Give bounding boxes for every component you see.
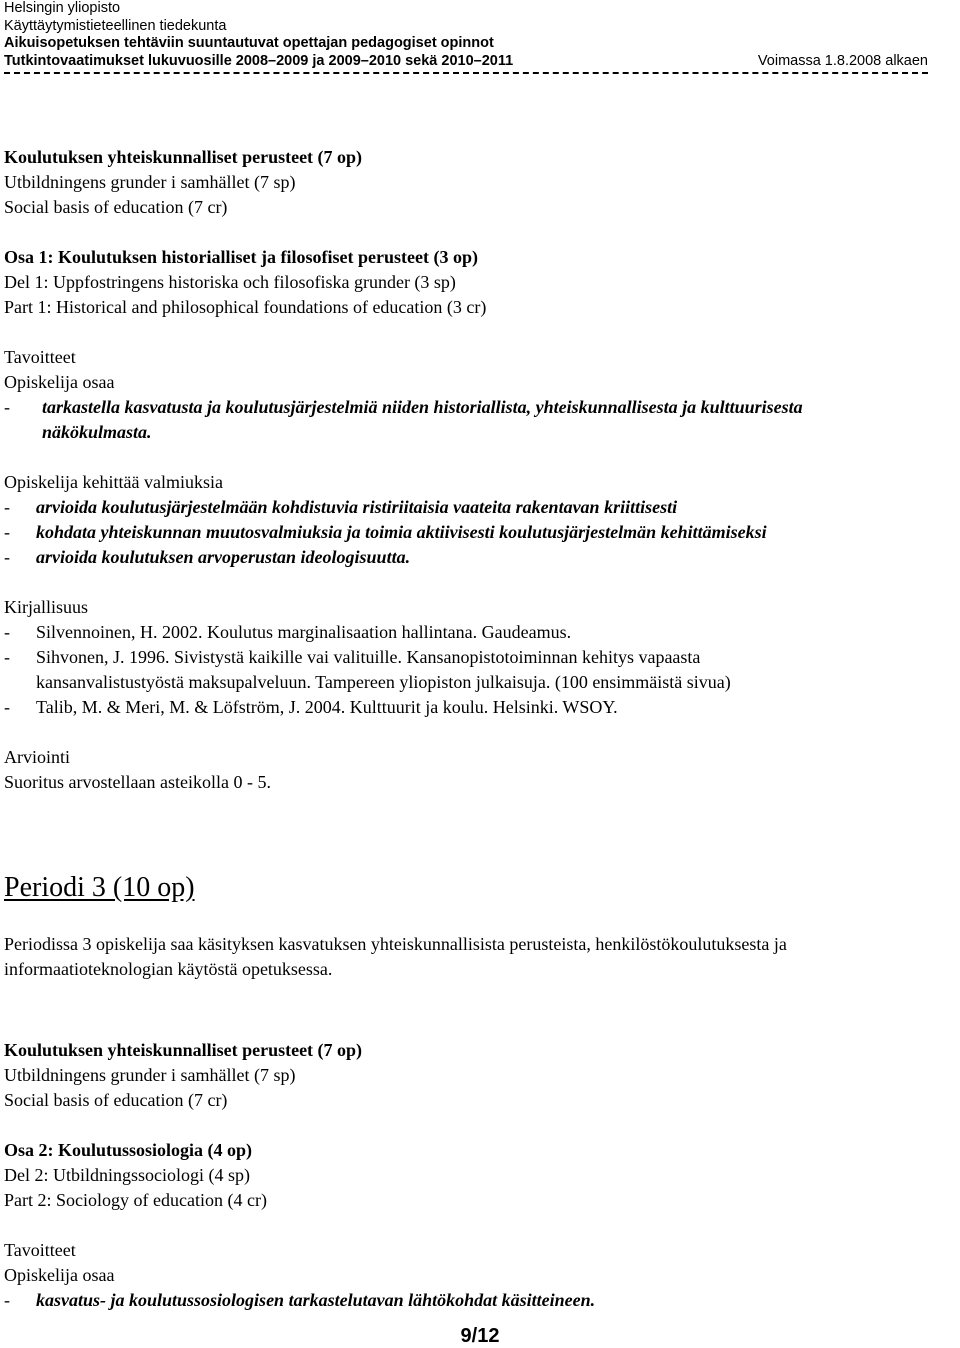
validity-date: Voimassa 1.8.2008 alkaen [757, 52, 928, 69]
learns-item: - kasvatus- ja koulutussosiologisen tarkastelutavan lähtökohdat käsitteineen. [4, 1290, 596, 1310]
course2-goals [4, 1238, 595, 1313]
course1-literature [4, 595, 731, 720]
goals-heading: Tavoitteet [4, 1240, 76, 1260]
period-description [4, 932, 787, 982]
period-title: Periodi 3 (10 op) [4, 872, 195, 903]
learns-item: - tarkastella kasvatusta ja koulutusjärjestelmiä niiden historiallista, yhteiskunnallisesta ja kulttuurisesta [4, 397, 803, 417]
course2-title-en: Social basis of education (7 cr) [4, 1090, 228, 1110]
course1-skills [4, 470, 767, 570]
literature-item: - Silvennoinen, H. 2002. Koulutus marginalisaation hallintana. Gaudeamus. [4, 622, 572, 642]
course2-title-fi: Koulutuksen yhteiskunnalliset perusteet (7 op) [4, 1040, 363, 1060]
course1-title-fi: Koulutuksen yhteiskunnalliset perusteet (7 op) [4, 147, 363, 167]
period-desc-line: Periodissa 3 opiskelija saa käsityksen kasvatuksen yhteiskunnallisista perusteista, henkilöstökoulutuksesta ja [4, 934, 787, 954]
course1-section [4, 145, 362, 220]
skills-item: - kohdata yhteiskunnan muutosvalmiuksia ja toimia aktiivisesti koulutusjärjestelmän kehittämiseksi [4, 522, 767, 542]
course2-title-sv: Utbildningens grunder i samhället (7 sp) [4, 1065, 296, 1085]
page-header [4, 0, 956, 70]
literature-item: - Sihvonen, J. 1996. Sivistystä kaikille vai valituille. Kansanopistotoiminnan kehitys vapaasta [4, 647, 701, 667]
programme-name: Aikuisopetuksen tehtäviin suuntautuvat opettajan pedagogiset opinnot [4, 35, 494, 51]
course2-part-sv: Del 2: Utbildningssociologi (4 sp) [4, 1165, 250, 1185]
skills-heading: Opiskelija kehittää valmiuksia [4, 472, 223, 492]
page-number: 9/12 [460, 1325, 500, 1347]
learns-item-continued: näkökulmasta. [42, 422, 152, 442]
course1-part-sv: Del 1: Uppfostringens historiska och filosofiska grunder (3 sp) [4, 272, 456, 292]
course1-part-en: Part 1: Historical and philosophical foundations of education (3 cr) [4, 297, 487, 317]
faculty-name: Käyttäytymistieteellinen tiedekunta [4, 17, 227, 34]
literature-heading: Kirjallisuus [4, 597, 88, 617]
period-desc-line: informaatioteknologian käytöstä opetuksessa. [4, 959, 333, 979]
literature-item-continued: kansanvalistustyöstä maksupalveluun. Tampereen yliopiston julkaisuja. (100 ensimmäistä sivua) [36, 672, 731, 692]
course2-section [4, 1038, 362, 1113]
course1-title-sv: Utbildningens grunder i samhället (7 sp) [4, 172, 296, 192]
skills-item: - arvioida koulutuksen arvoperustan ideologisuutta. [4, 547, 411, 567]
assessment-heading: Arviointi [4, 747, 70, 767]
skills-item: - arvioida koulutusjärjestelmään kohdistuvia ristiriitaisia vaateita rakentavan kriittisesti [4, 497, 678, 517]
course1-assessment [4, 745, 271, 795]
course2-part [4, 1138, 267, 1213]
course1-part [4, 245, 486, 320]
header-divider [4, 72, 928, 74]
goals-heading: Tavoitteet [4, 347, 76, 367]
course1-title-en: Social basis of education (7 cr) [4, 197, 228, 217]
course1-goals [4, 345, 803, 445]
header-requirements-row [4, 53, 956, 71]
learns-heading: Opiskelija osaa [4, 372, 115, 392]
requirements-title: Tutkintovaatimukset lukuvuosille 2008–2009 ja 2009–2010 sekä 2010–2011 [4, 52, 514, 69]
course1-part-fi: Osa 1: Koulutuksen historialliset ja filosofiset perusteet (3 op) [4, 247, 478, 267]
university-name: Helsingin yliopisto [4, 0, 121, 16]
course2-part-en: Part 2: Sociology of education (4 cr) [4, 1190, 267, 1210]
course2-part-fi: Osa 2: Koulutussosiologia (4 op) [4, 1140, 253, 1160]
literature-item: - Talib, M. & Meri, M. & Löfström, J. 2004. Kulttuurit ja koulu. Helsinki. WSOY. [4, 697, 618, 717]
learns-heading: Opiskelija osaa [4, 1265, 115, 1285]
assessment-text: Suoritus arvostellaan asteikolla 0 - 5. [4, 772, 271, 792]
